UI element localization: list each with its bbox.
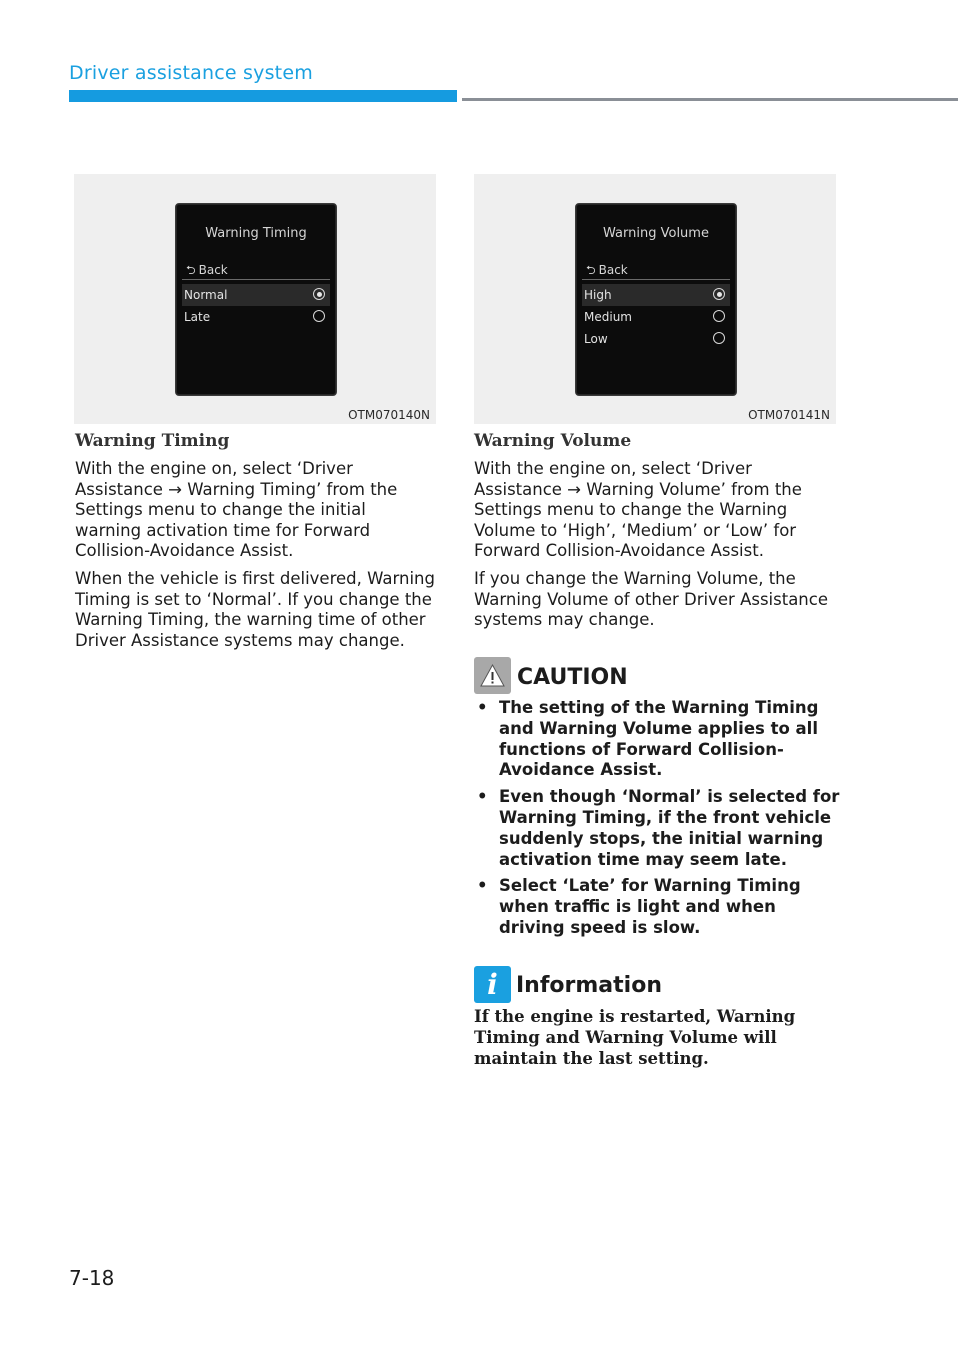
section-title: Driver assistance system: [69, 62, 313, 84]
option-label: Low: [584, 332, 608, 346]
screen-divider: [582, 279, 730, 280]
option-row: [182, 284, 330, 306]
option-row: [582, 284, 730, 306]
list-item-text: The setting of the Warning Timing and Warning Volume applies to all functions of Forward Collision-Avoidance Assist.: [499, 698, 819, 780]
radio-empty-icon: [713, 332, 725, 344]
figure-code: OTM070141N: [748, 408, 830, 422]
paragraph: With the engine on, select ‘Driver Assistance → Warning Volume’ from the Settings menu to change the Warning Volume to ‘High’, ‘Medium’ or ‘Low’ for Forward Collision-Avoidance Assist.: [474, 459, 802, 560]
caution-title: CAUTION: [517, 665, 628, 690]
back-arrow-icon: ⮌: [586, 263, 596, 277]
list-item-text: Even though ‘Normal’ is selected for Warning Timing, if the front vehicle suddenly stops, the initial warning activation time may seem late.: [499, 787, 840, 869]
bullet-icon: •: [477, 876, 488, 896]
back-arrow-icon: ⮌: [186, 263, 196, 277]
option-row: [582, 328, 730, 350]
figure-code: OTM070140N: [348, 408, 430, 422]
cluster-screen: [575, 203, 737, 396]
paragraph: If you change the Warning Volume, the Warning Volume of other Driver Assistance systems may change.: [474, 569, 828, 629]
list-item-text: Select ‘Late’ for Warning Timing when traffic is light and when driving speed is slow.: [499, 876, 801, 937]
back-label: Back: [198, 263, 228, 277]
warning-triangle-icon: [474, 657, 511, 694]
information-text: If the engine is restarted, Warning Timing and Warning Volume will maintain the last setting.: [474, 1007, 796, 1068]
header-accent-bar: [69, 90, 457, 102]
radio-empty-icon: [313, 310, 325, 322]
caution-list: [474, 698, 844, 945]
info-icon: i: [474, 966, 511, 1003]
page-number: 7-18: [69, 1266, 115, 1290]
screen-title: Warning Volume: [603, 226, 709, 241]
figure-warning-timing: [74, 174, 436, 424]
radio-empty-icon: [713, 310, 725, 322]
heading-warning-volume: Warning Volume: [474, 431, 632, 451]
screen-divider: [182, 279, 330, 280]
option-row: [182, 306, 330, 328]
cluster-screen: [175, 203, 337, 396]
list-item: [474, 698, 844, 781]
radio-selected-icon: [713, 288, 725, 300]
radio-selected-icon: [313, 288, 325, 300]
option-label: Medium: [584, 310, 632, 324]
heading-warning-timing: Warning Timing: [75, 431, 230, 451]
back-label: Back: [598, 263, 628, 277]
list-item: [474, 876, 844, 938]
option-label: Late: [184, 310, 211, 324]
figure-warning-volume: [474, 174, 836, 424]
bullet-icon: •: [477, 698, 488, 717]
information-title: Information: [516, 973, 662, 998]
bullet-icon: •: [477, 787, 488, 807]
screen-title: Warning Timing: [205, 226, 307, 241]
header-divider: [462, 98, 958, 101]
paragraph: When the vehicle is first delivered, Warning Timing is set to ‘Normal’. If you change the Warning Timing, the warning time of other Driver Assistance systems may change.: [75, 569, 435, 650]
option-label: High: [584, 288, 612, 302]
paragraph: With the engine on, select ‘Driver Assistance → Warning Timing’ from the Settings menu to change the initial warning activation time for Forward Collision-Avoidance Assist.: [75, 459, 398, 560]
option-label: Normal: [184, 288, 228, 302]
list-item: [474, 787, 844, 870]
option-row: [582, 306, 730, 328]
